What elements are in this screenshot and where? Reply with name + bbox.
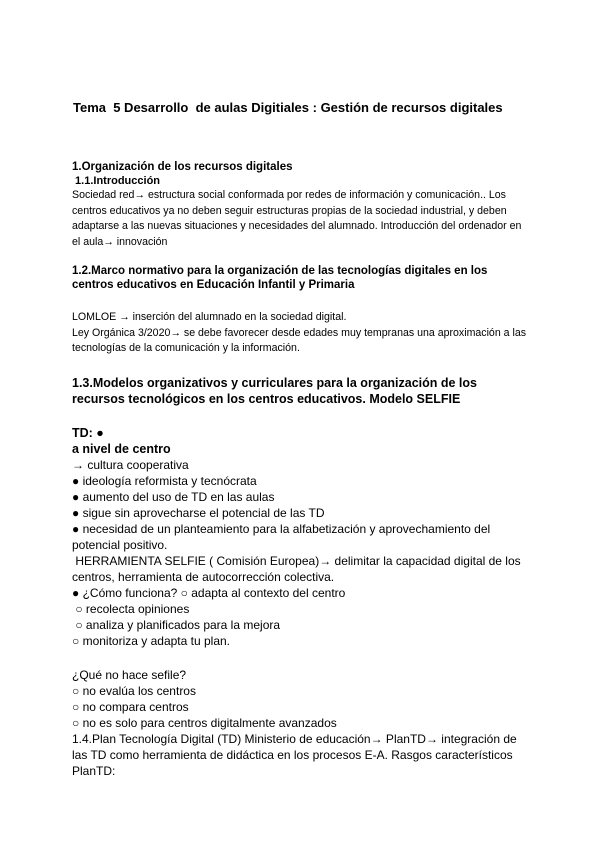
list-item: ○ no es solo para centros digitalmente avanzados (72, 715, 337, 730)
list-item: ● aumento del uso de TD en las aulas (72, 489, 275, 504)
section-1-2-heading: 1.2.Marco normativo para la organización de las tecnologías digitales en los centros educativos en Educación Infantil y Primaria (72, 265, 488, 291)
section-1-heading: 1.Organización de los recursos digitales (72, 161, 293, 173)
list-item: ○ no evalúa los centros (72, 683, 196, 698)
list-item: ● necesidad de un planteamiento para la alfabetización y aprovechamiento del potencial positivo. (72, 521, 494, 552)
list-item: ○ no compara centros (72, 699, 189, 714)
list-item: → cultura cooperativa (72, 457, 189, 472)
document-body (72, 160, 532, 779)
list-item: ○ monitoriza y adapta tu plan. (72, 633, 231, 648)
section-1-2-line-1: LOMLOE → inserción del alumnado en la sociedad digital. (72, 311, 347, 323)
list-item: ● ¿Cómo funciona? ○ adapta al contexto del centro (72, 585, 346, 600)
list-item: ● sigue sin aprovecharse el potencial de las TD (72, 505, 325, 520)
list-item: ○ recolecta opiniones (72, 601, 190, 616)
section-1-1-heading: 1.1.Introducción (72, 175, 161, 187)
section-1-2-line-2: Ley Orgánica 3/2020→ se debe favorecer desde edades muy tempranas una aproximación a las tecnologías de la comunicación y la información. (72, 326, 527, 354)
list-item: ○ analiza y planificados para la mejora (72, 617, 281, 632)
nivel-centro-label: a nivel de centro (72, 441, 171, 456)
list-item: ● ideología reformista y tecnócrata (72, 473, 257, 488)
list-item: HERRAMIENTA SELFIE ( Comisión Europea)→ delimitar la capacidad digital de los centros, herramienta de autocorrección colectiva. (72, 553, 524, 584)
section-1-4-paragraph: 1.4.Plan Tecnología Digital (TD) Ministerio de educación→ PlanTD→ integración de las TD como herramienta de didáctica en los procesos E-A. Rasgos característicos PlanTD: (72, 731, 521, 778)
section-1-3-heading: 1.3.Modelos organizativos y curriculares para la organización de los recursos tecnológicos en los centros educativos. Modelo SELFIE (72, 375, 477, 406)
section-1-1-paragraph: Sociedad red→ estructura social conformada por redes de información y comunicación.. Los centros educativos ya no deben seguir estructuras propias de la sociedad industrial, y deben adaptarse a las nuevas situaciones y necesidades del alumnado. Introducción del ordenador en el aula→ innovación (72, 189, 522, 248)
list-item: ¿Qué no hace sefile? (72, 667, 187, 682)
document-title: Tema 5 Desarrollo de aulas Digitiales : Gestión de recursos digitales (73, 100, 503, 115)
td-label: TD: ● (72, 425, 104, 440)
